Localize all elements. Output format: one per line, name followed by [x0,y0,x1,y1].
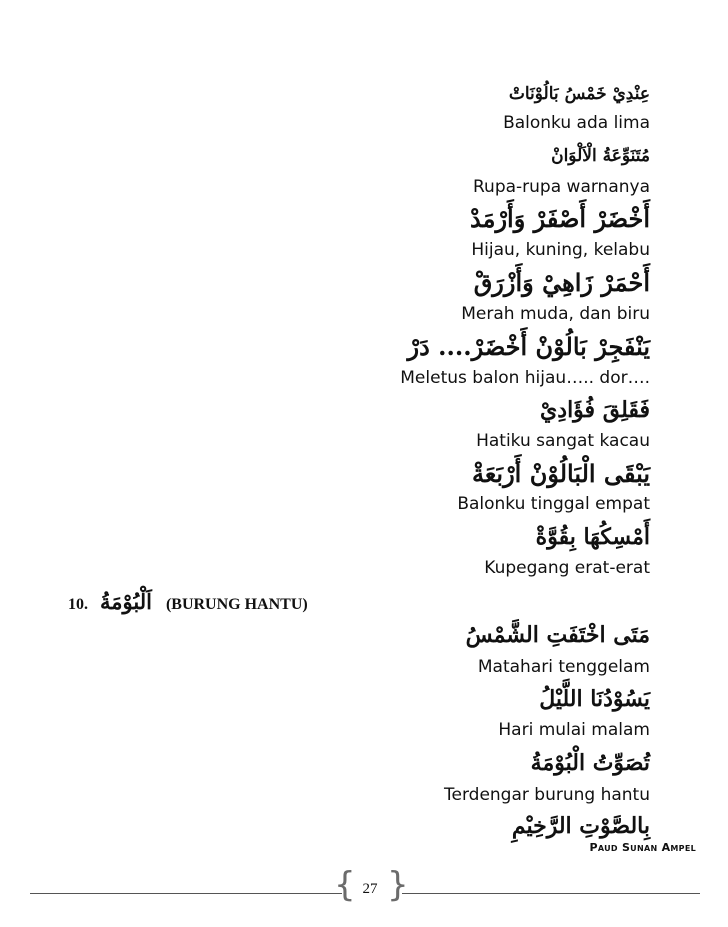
verse-line-latin-7: Balonku tinggal empat [457,494,650,514]
verse-line-arabic-8: أَمْسِكُهَا بِقُوَّةْ [535,524,650,550]
verse-line-arabic-2: مُتَنَوِّعَةُ الْاَلْوَانْ [551,146,650,166]
owl-line-arabic-1: مَتَى اخْتَفَتِ الشَّمْسُ [465,622,650,648]
page-number: 27 [362,881,378,897]
section-number: 10. [68,596,88,613]
section-heading [68,589,308,614]
verse-line-latin-8: Kupegang erat-erat [484,558,650,578]
verse-line-arabic-4: أَحْمَرْ زَاهِيْ وَأَزْرَقْ [473,268,650,297]
verse-line-arabic-7: يَبْقَى الْبَالُوْنْ أَرْبَعَةْ [471,459,650,488]
verse-line-latin-6: Hatiku sangat kacau [476,431,650,451]
verse-line-latin-1: Balonku ada lima [503,113,650,133]
owl-line-latin-2: Hari mulai malam [498,720,650,740]
owl-line-latin-3: Terdengar burung hantu [444,785,650,805]
verse-line-arabic-3: أَخْضَرْ أَصْفَرْ وَأَرْمَدْ [470,204,650,233]
verse-line-latin-4: Merah muda, dan biru [461,304,650,324]
section-title-latin: (BURUNG HANTU) [165,596,308,613]
verse-line-latin-3: Hijau, kuning, kelabu [471,240,650,260]
footer-rule-right [402,893,700,894]
verse-line-latin-5: Meletus balon hijau….. dor…. [400,368,650,388]
owl-line-arabic-4: بِالصَّوْتِ الرَّخِيْمِ [511,813,650,839]
verse-line-arabic-6: فَقَلِقَ فُؤَادِيْ [540,397,650,423]
verse-line-arabic-1: عِنْدِيْ خَمْسُ بَالُوْنَاتْ [508,84,650,104]
verse-line-arabic-5: يَنْفَجِرْ بَالُوْنْ أَخْضَرْ.... دَرْ [407,332,650,361]
verse-line-latin-2: Rupa-rupa warnanya [473,177,650,197]
footer-rule-left [30,893,342,894]
footer-brand: Paud Sunan Ampel [589,841,696,854]
page-number-right-bracket: } [387,865,409,905]
page-number-left-bracket: { [334,865,356,905]
owl-line-arabic-3: تُصَوِّتُ الْبُوْمَةُ [530,750,650,776]
owl-line-latin-1: Matahari tenggelam [477,657,650,677]
owl-line-arabic-2: يَسُوْدُنَا اللَّيْلُ [539,686,650,712]
section-title-arabic: اَلْبُوْمَةُ [100,589,152,614]
